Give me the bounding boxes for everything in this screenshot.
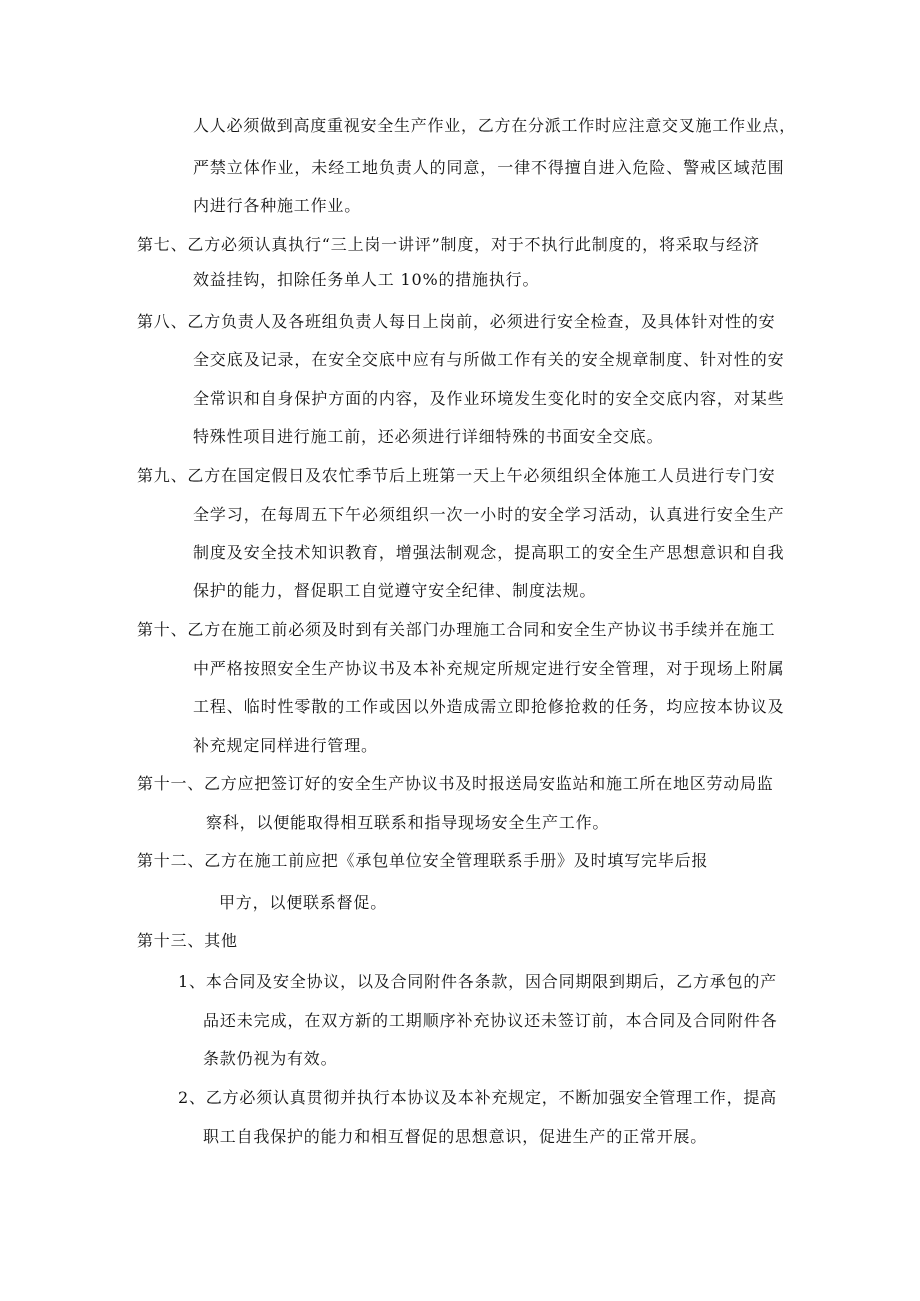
article-9-line-4: 保护的能力，督促职工自觉遵守安全纪律、制度法规。 [193,581,597,600]
article-8-line-3: 全常识和自身保护方面的内容，及作业环境发生变化时的安全交底内容，对某些 [193,389,785,408]
article-7-line-2: 效益挂钩，扣除任务单人工 10%的措施执行。 [193,270,540,289]
sub-item-1-line-3: 条款仍视为有效。 [203,1049,338,1068]
article-12-line-2: 甲方，以便联系督促。 [219,893,388,912]
article-9-line-3: 制度及安全技术知识教育，增强法制观念，提高职工的安全生产思想意识和自我 [193,543,785,562]
sub-item-1-line-2: 品还未完成，在双方新的工期顺序补充协议还未签订前，本合同及合同附件各 [203,1011,778,1030]
sub-item-2-line-2: 职工自我保护的能力和相互督促的思想意识，促进生产的正常开展。 [203,1127,708,1146]
article-13-line-1: 第十三、其他 [137,931,238,950]
article-10-line-1: 第十、乙方在施工前必须及时到有关部门办理施工合同和安全生产协议书手续并在施工 [137,620,776,639]
sub-item-1-line-1: 1、本合同及安全协议，以及合同附件各条款，因合同期限到期后，乙方承包的产 [178,972,777,991]
article-9-line-2: 全学习，在每周五下午必须组织一次一小时的安全学习活动，认真进行安全生产 [193,505,785,524]
article-11-line-2: 察科，以便能取得相互联系和指导现场安全生产工作。 [206,813,610,832]
continuation-line-1: 人人必须做到高度重视安全生产作业，乙方在分派工作时应注意交叉施工作业点， [193,116,797,135]
continuation-line-3: 内进行各种施工作业。 [193,196,362,215]
continuation-line-2: 严禁立体作业，未经工地负责人的同意，一律不得擅自进入危险、警戒区域范围 [193,158,785,177]
sub-item-2-line-1: 2、乙方必须认真贯彻并执行本协议及本补充规定，不断加强安全管理工作，提高 [178,1088,777,1107]
article-9-line-1: 第九、乙方在国定假日及农忙季节后上班第一天上午必须组织全体施工人员进行专门安 [137,466,776,485]
article-12-line-1: 第十二、乙方在施工前应把《承包单位安全管理联系手册》及时填写完毕后报 [137,851,709,870]
article-11-line-1: 第十一、乙方应把签订好的安全生产协议书及时报送局安监站和施工所在地区劳动局监 [137,774,774,793]
article-8-line-1: 第八、乙方负责人及各班组负责人每日上岗前，必须进行安全检查，及具体针对性的安 [137,312,776,331]
article-7-line-1: 第七、乙方必须认真执行“三上岗一讲评”制度，对于不执行此制度的，将采取与经济 [137,235,760,254]
article-8-line-2: 全交底及记录，在安全交底中应有与所做工作有关的安全规章制度、针对性的安 [193,350,785,369]
article-10-line-2: 中严格按照安全生产协议书及本补充规定所规定进行安全管理，对于现场上附属 [193,659,785,678]
article-10-line-3: 工程、临时性零散的工作或因以外造成需立即抢修抢救的任务，均应按本协议及 [193,697,785,716]
article-10-line-4: 补充规定同样进行管理。 [193,736,378,755]
article-8-line-4: 特殊性项目进行施工前，还必须进行详细特殊的书面安全交底。 [193,427,664,446]
